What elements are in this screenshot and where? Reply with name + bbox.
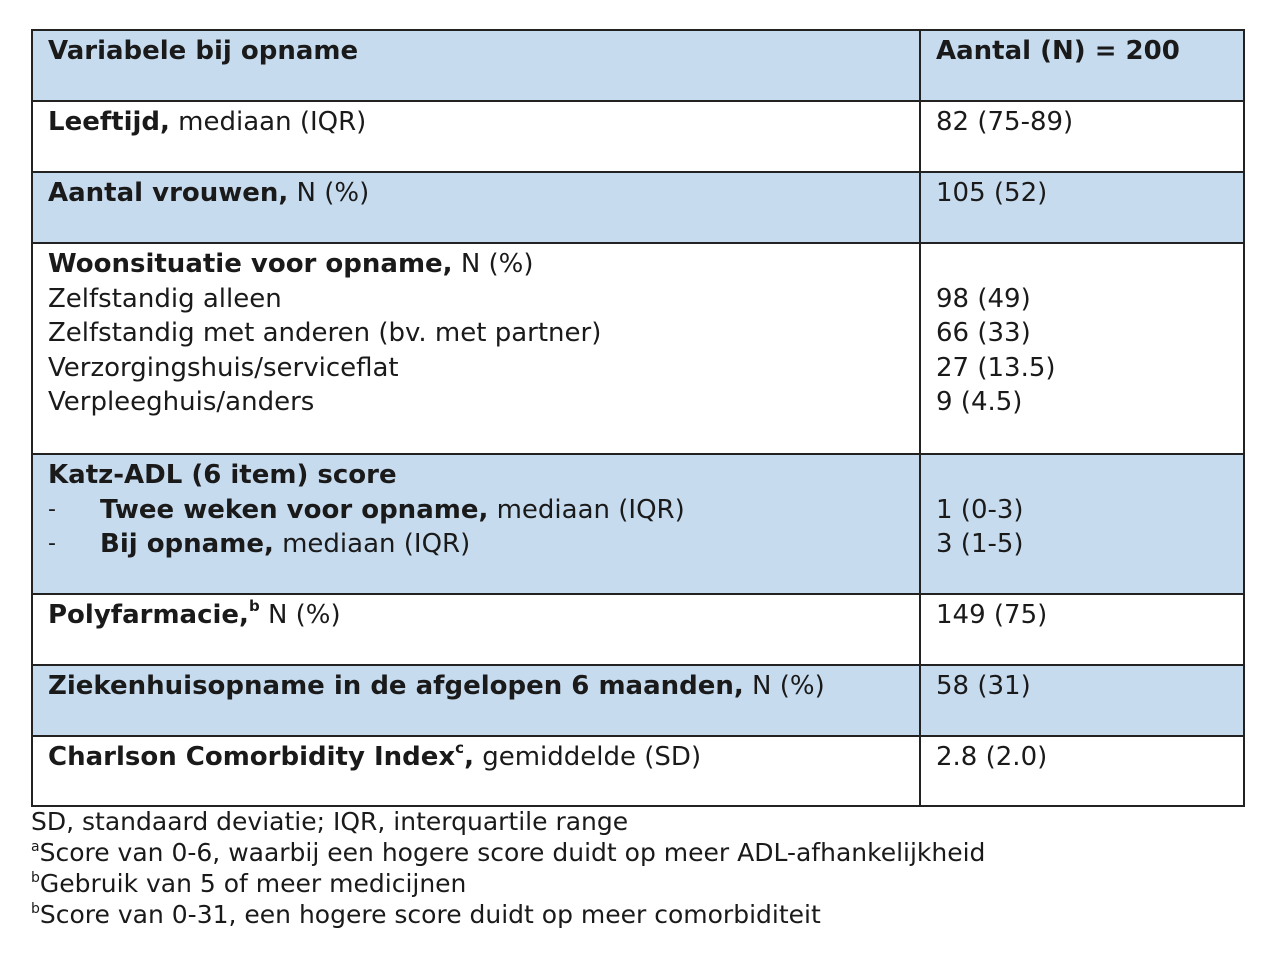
table-row-katz <box>33 453 1243 593</box>
charlson-label-rest: gemiddelde (SD) <box>473 742 702 772</box>
table-row-age <box>33 100 1243 171</box>
living-item-label: Verpleeghuis/anders <box>48 387 315 417</box>
charlson-label <box>33 737 921 805</box>
header-count: Aantal (N) = 200 <box>936 36 1180 66</box>
hospital-label-bold: Ziekenhuisopname in de afgelopen 6 maanden, <box>48 671 744 701</box>
living-item-label: Zelfstandig met anderen (bv. met partner) <box>48 318 602 348</box>
footnote <box>31 806 985 837</box>
living-item-label: Verzorgingshuis/serviceflat <box>48 352 399 383</box>
footnote <box>31 868 985 899</box>
poly-label-bold: Polyfarmacie, <box>48 600 249 630</box>
footnote-text: Score van 0-31, een hogere score duidt op meer comorbiditeit <box>39 900 821 929</box>
living-item-label: Zelfstandig alleen <box>48 283 282 314</box>
footnote <box>31 899 985 930</box>
hospital-label-rest: N (%) <box>743 671 825 701</box>
living-label-rest: N (%) <box>452 249 534 279</box>
age-label <box>33 102 921 171</box>
poly-label <box>33 595 921 664</box>
table-row-charlson <box>33 735 1243 805</box>
table-row-hospital <box>33 664 1243 735</box>
poly-value: 149 (75) <box>936 600 1048 630</box>
charlson-label-bold: Charlson Comorbidity Index <box>48 742 456 772</box>
table-footnotes <box>31 806 985 930</box>
table-row-living <box>33 242 1243 453</box>
living-label <box>33 244 921 453</box>
living-item-value: 27 (13.5) <box>936 352 1056 383</box>
table-row-women <box>33 171 1243 242</box>
age-value: 82 (75-89) <box>936 107 1074 137</box>
age-label-bold: Leeftijd, <box>48 107 170 137</box>
footnote-marker: b <box>31 869 40 886</box>
katz-item <box>48 493 905 528</box>
table-header-row <box>33 31 1243 100</box>
poly-label-rest: N (%) <box>259 600 341 630</box>
spacer <box>936 458 1229 493</box>
katz-item-value: 3 (1-5) <box>936 529 1024 559</box>
women-value: 105 (52) <box>936 178 1048 208</box>
living-label-bold: Woonsituatie voor opname, <box>48 249 453 279</box>
footnote-text: Gebruik van 5 of meer medicijnen <box>39 869 467 898</box>
women-label <box>33 173 921 242</box>
katz-item <box>48 527 905 562</box>
footnote-text: Score van 0-6, waarbij een hogere score duidt op meer ADL-afhankelijkheid <box>39 838 986 867</box>
living-item-value: 66 (33) <box>936 318 1031 348</box>
footnote-marker: b <box>248 597 260 616</box>
hospital-value: 58 (31) <box>936 671 1031 701</box>
living-values <box>921 244 1243 453</box>
katz-item-label-bold: Twee weken voor opname, <box>100 494 489 525</box>
footnote <box>31 837 985 868</box>
charlson-value: 2.8 (2.0) <box>936 742 1048 772</box>
katz-item-value: 1 (0-3) <box>936 494 1024 525</box>
footnote-marker: c <box>455 739 465 758</box>
women-label-bold: Aantal vrouwen, <box>48 178 289 208</box>
bullet-dash: - <box>48 496 56 522</box>
living-item-value: 98 (49) <box>936 283 1031 314</box>
spacer <box>936 247 1229 282</box>
katz-values <box>921 455 1243 593</box>
living-title <box>48 247 905 282</box>
bullet-dash: - <box>48 531 56 556</box>
charlson-comma: , <box>464 742 474 772</box>
katz-item-label-rest: mediaan (IQR) <box>488 494 685 525</box>
women-label-rest: N (%) <box>288 178 370 208</box>
living-item-value: 9 (4.5) <box>936 387 1023 417</box>
katz-title: Katz-ADL (6 item) score <box>48 460 397 490</box>
katz-item-label-rest: mediaan (IQR) <box>273 529 471 559</box>
hospital-label <box>33 666 921 735</box>
header-variable: Variabele bij opname <box>33 31 921 100</box>
katz-item-label-bold: Bij opname, <box>100 529 274 559</box>
footnote-marker: a <box>31 838 40 855</box>
footnote-marker: b <box>31 900 40 917</box>
age-label-rest: mediaan (IQR) <box>169 107 367 137</box>
footnote-text: SD, standaard deviatie; IQR, interquartile range <box>31 807 629 836</box>
table-row-poly <box>33 593 1243 664</box>
katz-label <box>33 455 921 593</box>
baseline-characteristics-table <box>31 29 1245 807</box>
